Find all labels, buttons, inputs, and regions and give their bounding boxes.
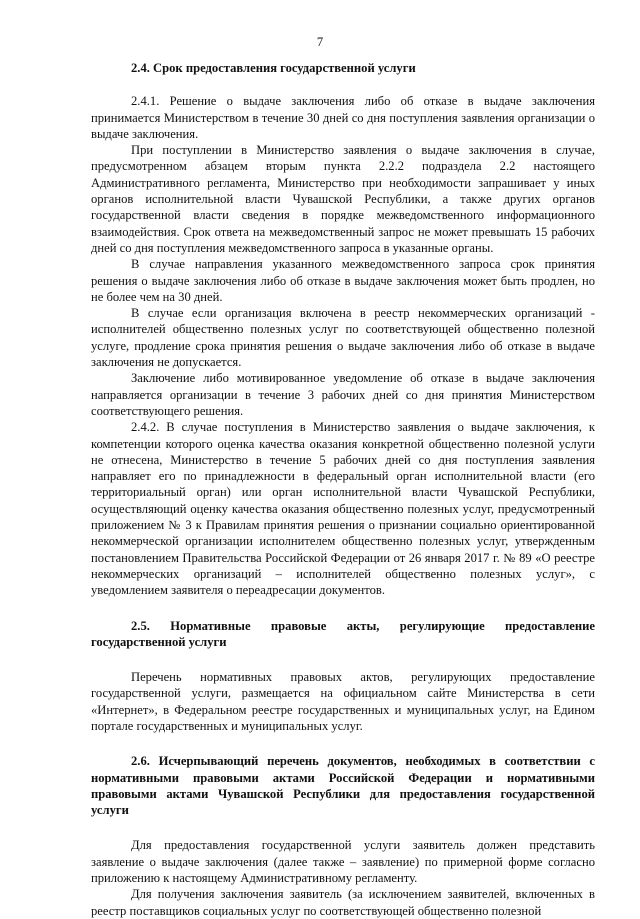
page-number: 7 bbox=[316, 35, 324, 49]
section-2-5-heading: 2.5. Нормативные правовые акты, регулирующие предоставление государственной услуги bbox=[91, 618, 595, 649]
section-2-5-paragraph-1: Перечень нормативных правовых актов, регулирующих предоставление государственной услуги, размещается на официальном сайте Министерства в сети «Интернет», в Федеральном реестре государственных и муниципальных услуг, на Едином портале государственных и муниципальных услуг. bbox=[91, 670, 595, 733]
section-2-4-heading: 2.4. Срок предоставления государственной услуги bbox=[131, 61, 416, 75]
section-2-6-paragraph-2: Для получения заключения заявитель (за исключением заявителей, включенных в реестр поставщиков социальных услуг по соответствующей общественно полезной bbox=[91, 887, 595, 918]
section-2-4-paragraph-4: В случае если организация включена в реестр некоммерческих организаций - исполнителей общественно полезных услуг по соответствующей общественно полезной услуге, продление срока принятия решения о выдаче заключения либо об отказе в выдаче заключения не допускается. bbox=[91, 306, 595, 370]
section-2-4-paragraph-6: 2.4.2. В случае поступления в Министерство заявления о выдаче заключения, к компетенции которого оценка качества оказания конкретной общественно полезной услуги не отнесена, Министерство в течение 5 рабочих дней со дня поступления заявления направляет его по принадлежности в федеральный орган исполнительной власти (его территориальный орган) или орган исполнительной власти Чувашской Республики, осуществляющий оценку качества оказания общественно полезных услуг, предусмотренный приложением № 3 к Правилам принятия решения о признании социально ориентированной некоммерческой организации исполнителем общественно полезных услуг, утвержденным постановлением Правительства Российской Федерации от 26 января 2017 г. № 89 «О реестре некоммерческих организаций – исполнителей общественно полезных услуг», с уведомлением заявителя о переадресации документов. bbox=[91, 420, 595, 598]
section-2-4-paragraph-5: Заключение либо мотивированное уведомление об отказе в выдаче заключения направляется организации в течение 3 рабочих дней со дня принятия Министерством соответствующего решения. bbox=[91, 371, 595, 418]
section-2-4-paragraph-3: В случае направления указанного межведомственного запроса срок принятия решения о выдаче заключения либо об отказе в выдаче заключения может быть продлен, но не более чем на 30 дней. bbox=[91, 257, 595, 304]
section-2-4-paragraph-1: 2.4.1. Решение о выдаче заключения либо об отказе в выдаче заключения принимается Министерством в течение 30 дней со дня поступления заявления организации о выдаче заключения. bbox=[91, 94, 595, 141]
section-2-4-paragraph-2: При поступлении в Министерство заявления о выдаче заключения в случае, предусмотренном абзацем вторым пункта 2.2.2 подраздела 2.2 настоящего Административного регламента, Министерство при необходимости запрашивает у иных органов исполнительной власти Чувашской Республики, а также других органов государственной власти сведения в порядке межведомственного информационного взаимодействия. Срок ответа на межведомственный запрос не может превышать 15 рабочих дней со дня поступления межведомственного запроса в указанные органы. bbox=[91, 143, 595, 255]
section-2-6-paragraph-1: Для предоставления государственной услуги заявитель должен представить заявление о выдаче заключения (далее также – заявление) по примерной форме согласно приложению к настоящему Административному регламенту. bbox=[91, 838, 595, 886]
page-content bbox=[91, 60, 595, 919]
section-2-6-heading: 2.6. Исчерпывающий перечень документов, необходимых в соответствии с нормативными правовыми актами Российской Федерации и нормативными правовыми актами Чувашской Республики для предоставления государственной услуги bbox=[91, 754, 595, 818]
